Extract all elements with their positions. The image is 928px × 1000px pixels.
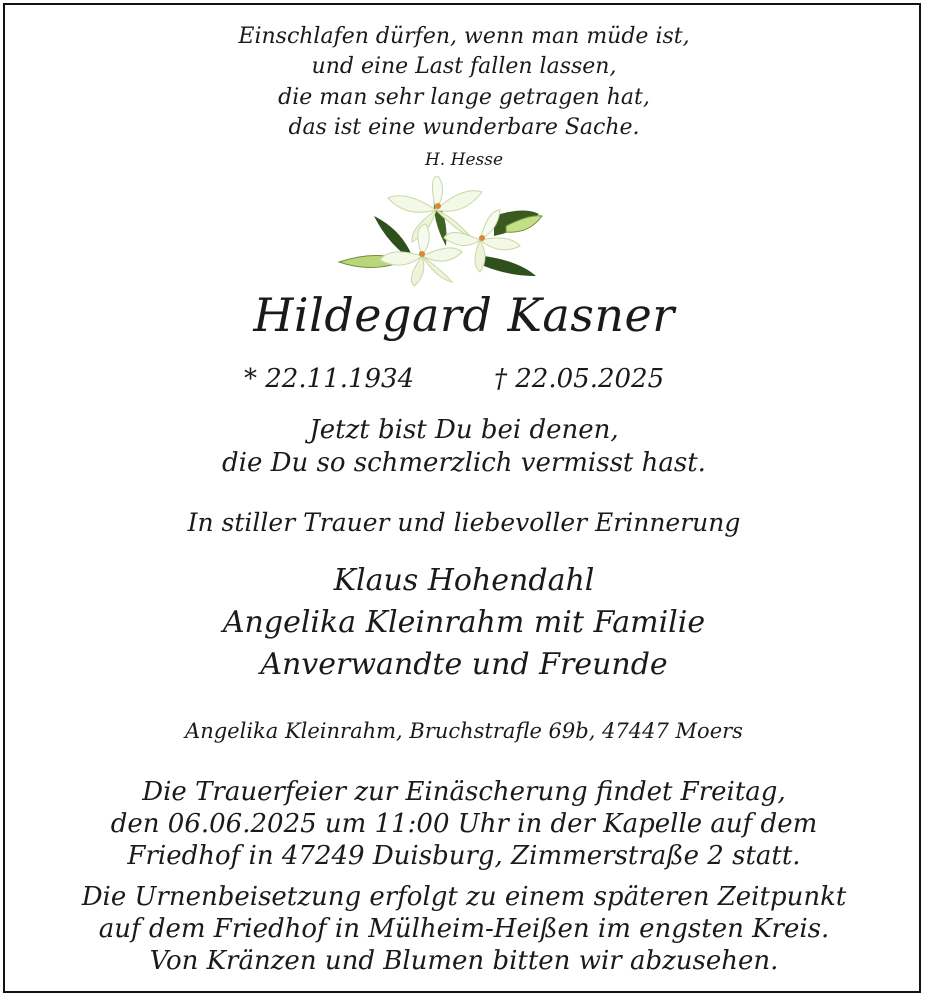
poem-line: Einschlafen dürfen, wenn man müde ist, xyxy=(238,24,690,49)
leaf-shape xyxy=(484,256,536,276)
mourner-name: Klaus Hohendahl xyxy=(333,563,595,598)
burial-info-line: Von Kränzen und Blumen bitten wir abzusehen. xyxy=(149,946,779,976)
funeral-info-line: Friedhof in 47249 Duisburg, Zimmerstraße 2 statt. xyxy=(127,841,801,871)
funeral-info-line: den 06.06.2025 um 11:00 Uhr in der Kapelle auf dem xyxy=(110,809,818,839)
birth-date: * 22.11.1934 xyxy=(244,364,415,394)
poem-line: und eine Last fallen lassen, xyxy=(311,54,617,79)
mourning-line: In stiller Trauer und liebevoller Erinnerung xyxy=(187,508,741,537)
contact-address: Angelika Kleinrahm, Bruchstrafle 69b, 47447 Moers xyxy=(185,719,743,743)
deceased-name: Hildegard Kasner xyxy=(253,288,675,342)
lily-flowers-icon xyxy=(334,176,544,288)
funeral-info-line: Die Trauerfeier zur Einäscherung findet Freitag, xyxy=(142,777,786,807)
quote-line: die Du so schmerzlich vermisst hast. xyxy=(222,448,706,478)
poem-line: das ist eine wunderbare Sache. xyxy=(288,115,640,140)
quote-line: Jetzt bist Du bei denen, xyxy=(309,415,619,445)
mourner-name: Angelika Kleinrahm mit Familie xyxy=(222,605,706,640)
poem-line: die man sehr lange getragen hat, xyxy=(278,85,650,110)
burial-info-line: Die Urnenbeisetzung erfolgt zu einem späteren Zeitpunkt xyxy=(81,882,847,912)
burial-info-line: auf dem Friedhof in Mülheim-Heißen im engsten Kreis. xyxy=(98,914,830,944)
mourner-name: Anverwandte und Freunde xyxy=(260,647,668,682)
poem-author: H. Hesse xyxy=(424,150,504,170)
lily-flower xyxy=(388,176,482,242)
death-date: † 22.05.2025 xyxy=(494,364,665,394)
